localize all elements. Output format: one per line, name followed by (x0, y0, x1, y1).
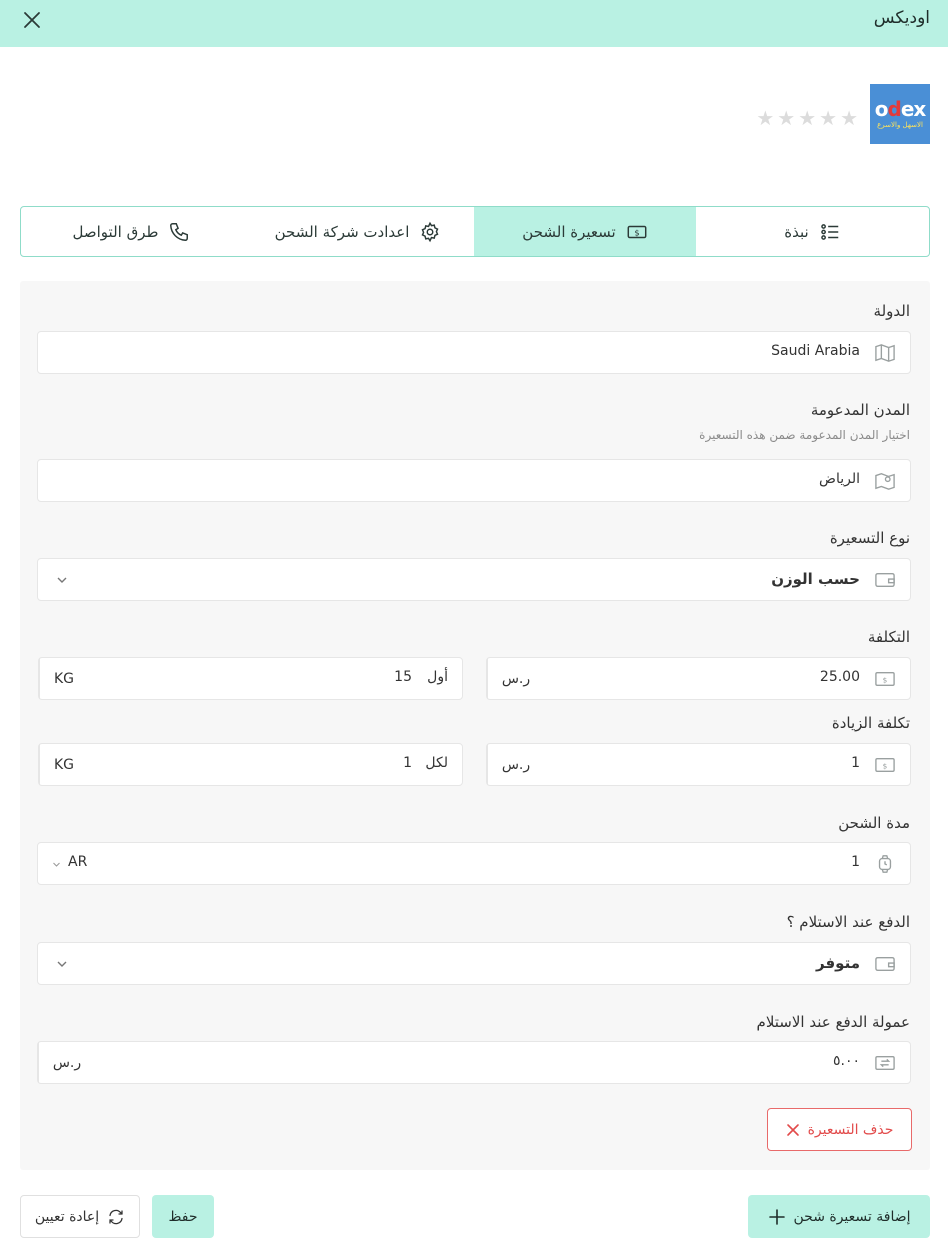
cost-amount-value: 25.00 (819, 669, 860, 685)
modal-title: اوديكس (873, 8, 930, 28)
duration-label: مدة الشحن (838, 814, 910, 832)
extra-cost-amount-input[interactable] (486, 743, 911, 786)
modal-header (0, 0, 948, 47)
plus-icon (768, 1208, 786, 1226)
cities-value: الرياض (819, 471, 860, 487)
save-label: حفظ (168, 1208, 198, 1225)
weight-unit: KG (39, 744, 88, 785)
extra-cost-weight-value: 1 (403, 755, 412, 771)
watch-icon (874, 854, 896, 874)
extra-cost-weight-input[interactable] (38, 743, 463, 786)
refresh-icon (107, 1208, 125, 1226)
close-icon (786, 1123, 800, 1137)
duration-value: 1 (851, 854, 860, 870)
cost-amount-input[interactable] (486, 657, 911, 700)
weight-unit: KG (39, 658, 88, 699)
tab-label: طرق التواصل (72, 222, 159, 241)
first-prefix: أول (427, 669, 448, 685)
phone-icon (168, 221, 190, 243)
map-icon (874, 343, 896, 363)
rating-stars[interactable] (756, 108, 858, 128)
wallet-icon (874, 954, 896, 974)
cod-fee-value: ٥.٠٠ (832, 1053, 860, 1069)
cost-weight-value: 15 (394, 669, 412, 685)
cities-label: المدن المدعومة (810, 401, 910, 419)
currency-unit: ر.س (487, 744, 544, 785)
cost-label: التكلفة (867, 628, 910, 646)
tab-shipping-pricing[interactable] (474, 207, 696, 256)
country-label: الدولة (873, 302, 910, 320)
save-button[interactable] (152, 1195, 214, 1238)
duration-unit[interactable]: AR (68, 854, 88, 870)
currency-unit: ر.س (487, 658, 544, 699)
star-icon[interactable]: ★ (798, 106, 817, 130)
cities-select[interactable] (37, 459, 911, 502)
extra-cost-amount-value: 1 (851, 755, 860, 771)
cod-label: الدفع عند الاستلام ؟ (786, 913, 910, 931)
cod-fee-input[interactable] (37, 1041, 911, 1084)
star-icon[interactable]: ★ (756, 106, 775, 130)
tab-label: اعدادت شركة الشحن (274, 222, 410, 241)
pricing-type-value: حسب الوزن (771, 570, 860, 588)
money-icon (626, 221, 648, 243)
tab-label: نبذة (784, 222, 809, 241)
reset-label: إعادة تعيين (34, 1208, 100, 1225)
star-icon[interactable]: ★ (840, 106, 858, 130)
map-pin-icon (874, 471, 896, 491)
chevron-down-icon (52, 860, 61, 869)
list-icon (819, 221, 841, 243)
svg-text:$: $ (634, 227, 640, 238)
svg-text:$: $ (882, 761, 888, 771)
pricing-type-select[interactable] (37, 558, 911, 601)
tab-company-settings[interactable] (242, 207, 474, 256)
cod-fee-label: عمولة الدفع عند الاستلام (756, 1013, 910, 1031)
reset-button[interactable] (20, 1195, 140, 1238)
pricing-type-label: نوع التسعيرة (829, 529, 910, 547)
pricing-panel (20, 281, 930, 1170)
cod-value: متوفر (816, 954, 860, 972)
add-shipping-pricing-button[interactable] (748, 1195, 930, 1238)
add-pricing-label: إضافة تسعيرة شحن (793, 1208, 911, 1225)
tab-contact[interactable] (21, 207, 242, 256)
extra-cost-label: تكلفة الزيادة (831, 714, 910, 732)
money-icon (874, 755, 896, 775)
money-exchange-icon (874, 1053, 896, 1073)
duration-input[interactable] (37, 842, 911, 885)
cost-weight-input[interactable] (38, 657, 463, 700)
close-icon[interactable] (20, 8, 44, 32)
company-logo: odex الاسهل والاسرع (870, 84, 930, 144)
tab-label: تسعيرة الشحن (522, 222, 616, 241)
tab-about[interactable] (696, 207, 929, 256)
delete-pricing-label: حذف التسعيرة (807, 1121, 894, 1138)
chevron-down-icon (56, 574, 68, 586)
star-icon[interactable]: ★ (819, 106, 838, 130)
svg-text:$: $ (882, 675, 888, 685)
cod-select[interactable] (37, 942, 911, 985)
country-value: Saudi Arabia (771, 343, 860, 359)
money-icon (874, 669, 896, 689)
delete-pricing-button[interactable] (767, 1108, 912, 1151)
per-prefix: لكل (425, 755, 448, 771)
tabs-bar (20, 206, 930, 257)
gear-icon (419, 221, 441, 243)
star-icon[interactable]: ★ (777, 106, 796, 130)
cities-hint: اختيار المدن المدعومة ضمن هذه التسعيرة (699, 428, 910, 442)
chevron-down-icon (56, 958, 68, 970)
country-select[interactable] (37, 331, 911, 374)
wallet-icon (874, 570, 896, 590)
currency-unit: ر.س (38, 1042, 95, 1083)
